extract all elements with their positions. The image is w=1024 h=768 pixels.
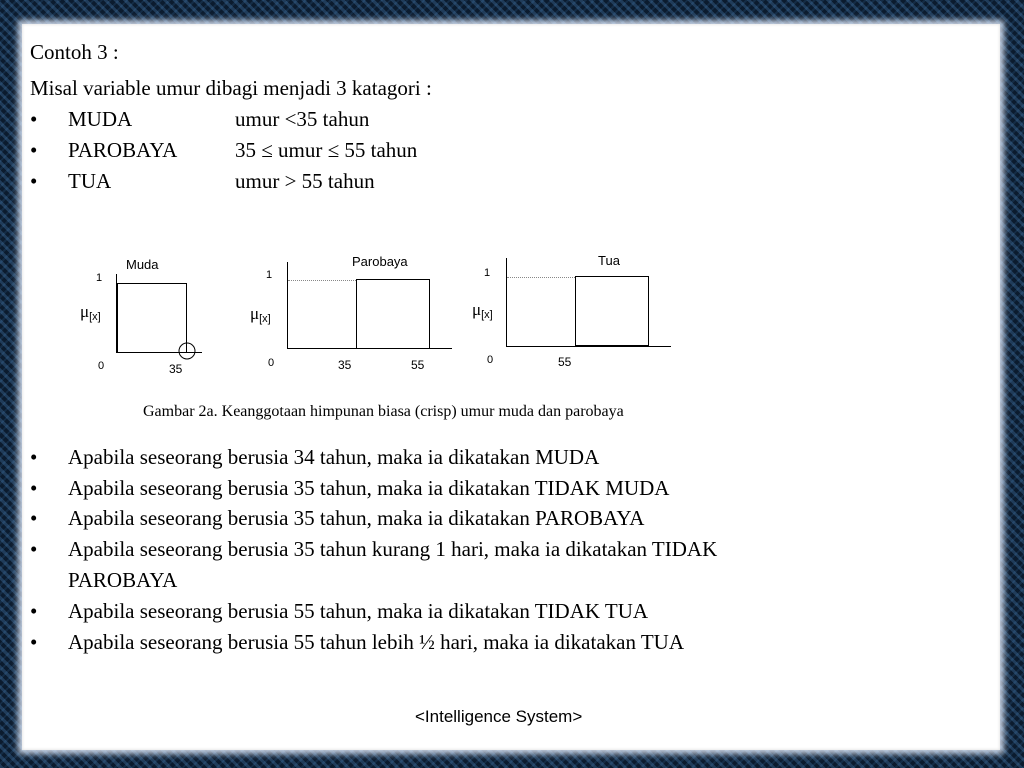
chart-muda-y-one: 1 bbox=[96, 272, 103, 284]
bullet: • bbox=[30, 138, 38, 162]
statement: Apabila seseorang berusia 55 tahun, maka ia dikatakan TIDAK TUA bbox=[68, 599, 649, 623]
category-rule-muda: umur <35 tahun bbox=[235, 107, 370, 131]
bullet: • bbox=[30, 169, 38, 193]
chart-parobaya-x-tick: 55 bbox=[411, 358, 425, 372]
statement: Apabila seseorang berusia 34 tahun, maka ia dikatakan MUDA bbox=[68, 445, 600, 469]
statement: Apabila seseorang berusia 35 tahun, maka ia dikatakan PAROBAYA bbox=[68, 506, 645, 530]
chart-parobaya-y-axis bbox=[287, 262, 288, 349]
category-rule-parobaya: 35 ≤ umur ≤ 55 tahun bbox=[235, 138, 418, 162]
category-rule-tua: umur > 55 tahun bbox=[235, 169, 375, 193]
chart-parobaya-mu-label: $\mu_{[x]}$ bbox=[250, 304, 271, 325]
heading: Contoh 3 : bbox=[30, 40, 119, 64]
bullet: • bbox=[30, 506, 38, 530]
slide bbox=[22, 24, 1000, 750]
chart-tua-y-axis bbox=[506, 258, 507, 347]
statement-continuation: PAROBAYA bbox=[68, 568, 178, 592]
chart-parobaya-y-one: 1 bbox=[266, 269, 273, 281]
chart-tua-x-axis bbox=[506, 346, 671, 347]
chart-tua-x-tick: 55 bbox=[558, 355, 572, 369]
statement: Apabila seseorang berusia 35 tahun kurang 1 hari, maka ia dikatakan TIDAK bbox=[68, 537, 718, 561]
chart-tua-y-one: 1 bbox=[484, 267, 491, 279]
chart-muda-mu-label: $\mu_{[x]}$ bbox=[80, 302, 101, 323]
chart-parobaya-y-zero: 0 bbox=[268, 357, 275, 369]
figure-caption: Gambar 2a. Keanggotaan himpunan biasa (crisp) umur muda dan parobaya bbox=[143, 403, 624, 420]
category-name-muda: MUDA bbox=[68, 107, 133, 131]
chart-tua-title: Tua bbox=[598, 253, 620, 268]
chart-muda-title: Muda bbox=[126, 257, 159, 272]
chart-parobaya-title: Parobaya bbox=[352, 254, 408, 269]
chart-tua-y-zero: 0 bbox=[487, 354, 494, 366]
bullet: • bbox=[30, 537, 38, 561]
statement: Apabila seseorang berusia 35 tahun, maka ia dikatakan TIDAK MUDA bbox=[68, 476, 670, 500]
chart-parobaya-dotted-line bbox=[288, 280, 356, 281]
bullet: • bbox=[30, 599, 38, 623]
intro-text: Misal variable umur dibagi menjadi 3 katagori : bbox=[30, 76, 432, 100]
bullet: • bbox=[30, 107, 38, 131]
chart-muda-circle-marker bbox=[176, 340, 198, 362]
bullet: • bbox=[30, 445, 38, 469]
bullet: • bbox=[30, 630, 38, 654]
category-name-tua: TUA bbox=[68, 169, 112, 193]
chart-tua-mu-label: $\mu_{[x]}$ bbox=[472, 300, 493, 321]
statement: Apabila seseorang berusia 55 tahun lebih ½ hari, maka ia dikatakan TUA bbox=[68, 630, 685, 654]
bullet: • bbox=[30, 476, 38, 500]
category-name-parobaya: PAROBAYA bbox=[68, 138, 178, 162]
footer-text: <Intelligence System> bbox=[415, 707, 583, 726]
chart-tua-dotted-line bbox=[507, 277, 575, 278]
chart-muda-y-zero: 0 bbox=[98, 360, 105, 372]
chart-parobaya-x-tick: 35 bbox=[338, 358, 352, 372]
chart-tua-membership-box bbox=[575, 276, 649, 346]
chart-muda-x-tick: 35 bbox=[169, 362, 183, 376]
chart-parobaya-membership-box bbox=[356, 279, 430, 349]
